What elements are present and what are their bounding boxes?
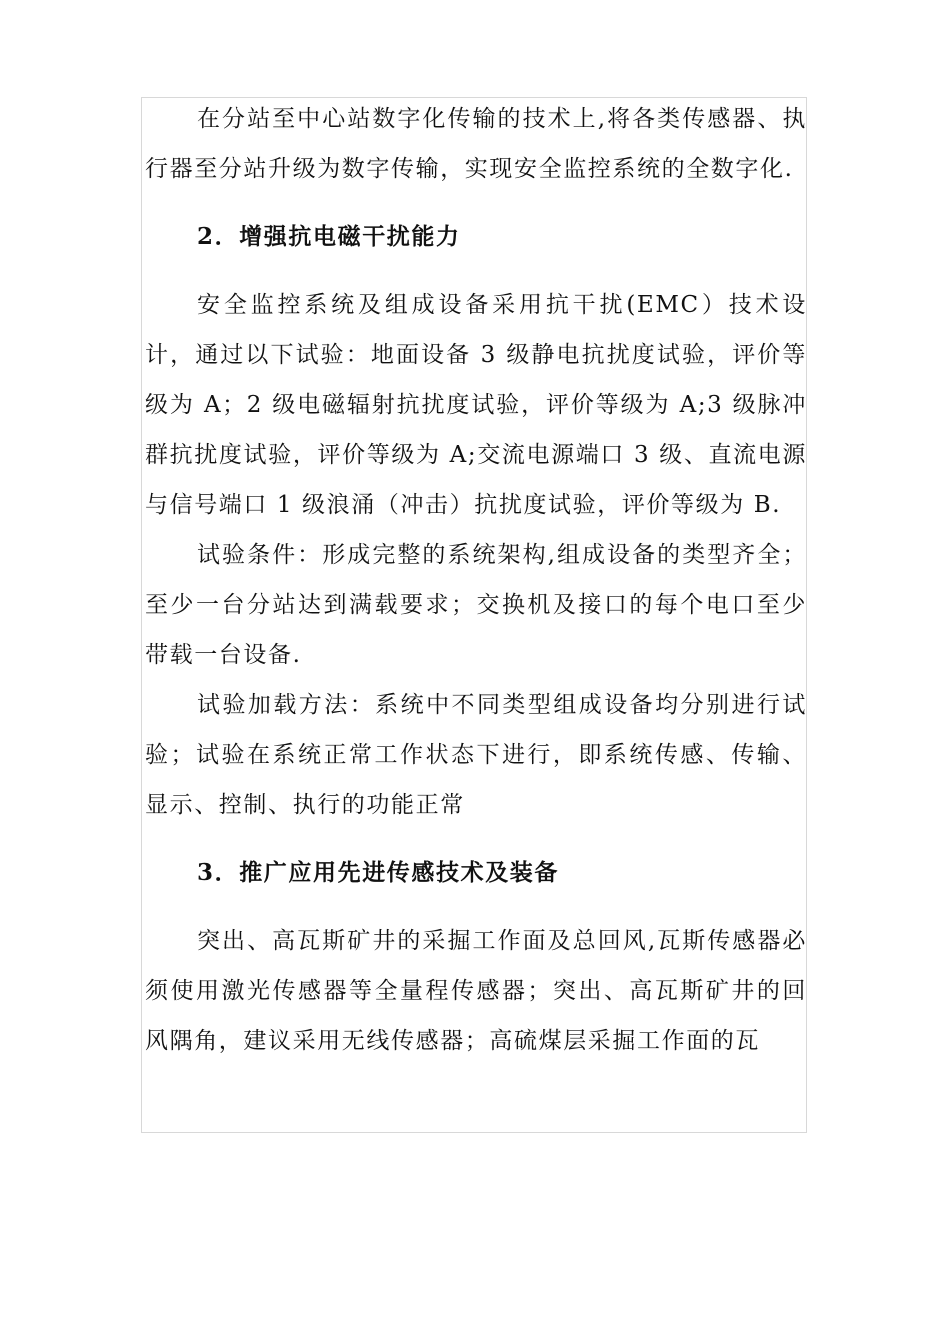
paragraph-digital-transmission: 在分站至中心站数字化传输的技术上,将各类传感器、执行器至分站升级为数字传输，实现安全监控系统的全数字化.	[145, 106, 807, 182]
section-heading-emc: 2．增强抗电磁干扰能力	[197, 223, 461, 250]
paragraph-emc-tests: 安全监控系统及组成设备采用抗干扰(EMC）技术设计，通过以下试验：地面设备 3 级静电抗扰度试验，评价等级为 A；2 级电磁辐射抗扰度试验，评价等级为 A;3 级脉冲群抗扰度试验，评价等级为 A;交流电源端口 3 级、直流电源与信号端口 1 级浪涌（冲击）抗扰度试验，评价等级为 B.	[145, 292, 807, 518]
paragraph-test-conditions: 试验条件：形成完整的系统架构,组成设备的类型齐全；至少一台分站达到满载要求；交换机及接口的每个电口至少带载一台设备.	[145, 542, 807, 668]
paragraph-test-loading: 试验加载方法：系统中不同类型组成设备均分别进行试验；试验在系统正常工作状态下进行，即系统传感、传输、显示、控制、执行的功能正常	[145, 692, 807, 818]
document-body	[145, 94, 807, 1066]
paragraph-advanced-sensors: 突出、高瓦斯矿井的采掘工作面及总回风,瓦斯传感器必须使用激光传感器等全量程传感器；突出、高瓦斯矿井的回风隅角，建议采用无线传感器；高硫煤层采掘工作面的瓦	[145, 928, 807, 1054]
section-heading-sensors: 3．推广应用先进传感技术及装备	[197, 859, 560, 886]
